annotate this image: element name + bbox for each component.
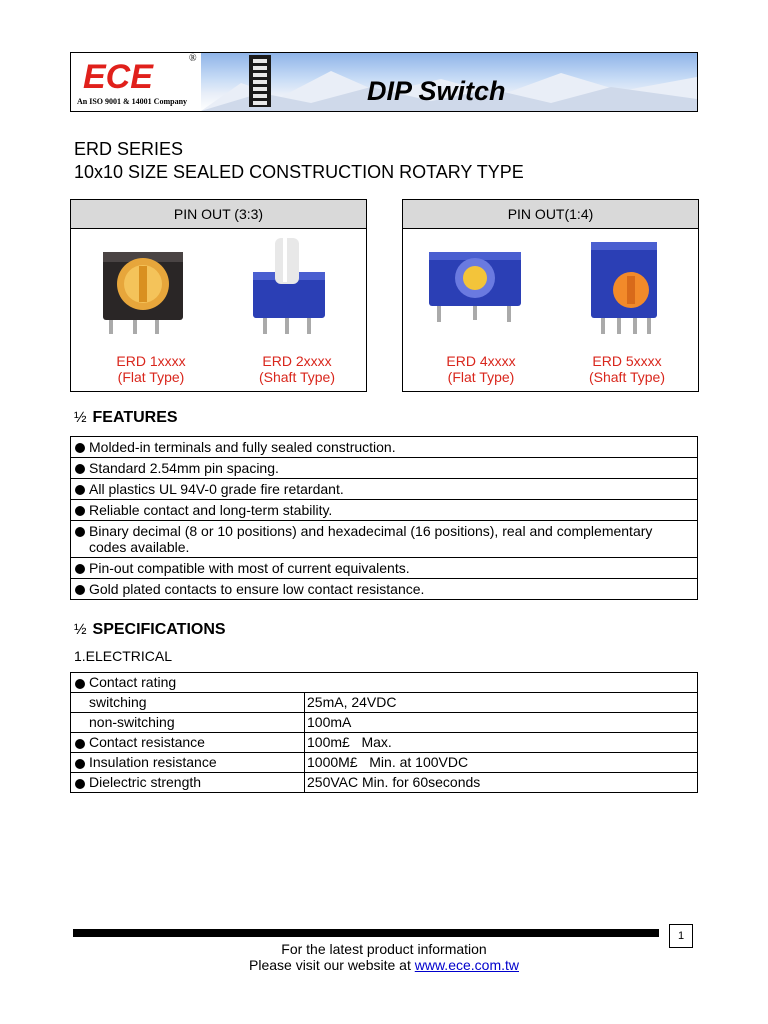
pinout-item-erd-5 [557,353,697,385]
feature-row [71,558,698,579]
bullet-icon [75,739,85,749]
bullet-icon [75,506,85,516]
spec-row [71,733,698,753]
type-label: (Flat Type) [447,369,515,385]
series-title [74,138,524,184]
feature-row [71,437,698,458]
pinout-header: PIN OUT (3:3) [71,200,366,229]
bullet-icon [75,527,85,537]
footer-line-2 [0,957,768,973]
section-marker: ½ [74,409,87,426]
model-label: ERD 4xxxx [446,353,516,369]
ece-logo [81,59,193,93]
spec-row [71,693,698,713]
bullet-icon [75,464,85,474]
header-banner [70,52,698,112]
spec-row [71,773,698,793]
feature-text: Binary decimal (8 or 10 positions) and hexadecimal (16 positions), real and complementary codes available. [89,523,653,555]
spec-row [71,753,698,773]
footer-line-1: For the latest product information [281,941,487,957]
features-heading [74,409,178,427]
spec-value: 100mA [305,713,698,733]
spec-label: non-switching [89,714,175,730]
model-label: ERD 5xxxx [592,353,662,369]
model-label: ERD 2xxxx [262,353,332,369]
pinout-box-3-3 [70,199,367,392]
feature-text: Gold plated contacts to ensure low contact resistance. [89,581,425,597]
feature-row [71,479,698,500]
model-label: ERD 1xxxx [116,353,186,369]
feature-row [71,458,698,479]
feature-row [71,500,698,521]
features-table [70,436,698,600]
series-description: 10x10 SIZE SEALED CONSTRUCTION ROTARY TYPE [74,162,524,182]
erd-2-shaft-switch-image [247,236,331,336]
type-label: (Shaft Type) [258,369,335,385]
dip-switch-image [249,55,271,107]
bullet-icon [75,679,85,689]
series-name: ERD SERIES [74,139,184,159]
pinout-item-erd-1 [81,353,221,385]
electrical-subheading: 1.ELECTRICAL [74,648,173,664]
footer-rule [73,929,659,937]
erd-4-flat-switch-image [425,244,525,324]
bullet-icon [75,759,85,769]
bullet-icon [75,779,85,789]
logo-area [71,53,201,111]
spec-label: Contact rating [89,674,177,690]
feature-text: Pin-out compatible with most of current equivalents. [89,560,410,576]
bullet-icon [75,564,85,574]
pinout-box-1-4 [402,199,699,392]
erd-1-flat-switch-image [99,244,187,336]
iso-text: An ISO 9001 & 14001 Company [77,97,188,106]
type-label: (Shaft Type) [588,369,665,385]
registered-mark: ® [189,53,197,64]
feature-text: Molded-in terminals and fully sealed construction. [89,439,396,455]
feature-text: All plastics UL 94V-0 grade fire retardant. [89,481,344,497]
feature-row [71,579,698,600]
spec-row [71,713,698,733]
page-number: 1 [669,924,693,948]
spec-label: Dielectric strength [89,774,202,790]
spec-row [71,673,698,693]
pinout-header: PIN OUT(1:4) [403,200,698,229]
bullet-icon [75,485,85,495]
specifications-table [70,672,698,793]
spec-value: 1000M£ Min. at 100VDC [305,753,698,773]
feature-text: Standard 2.54mm pin spacing. [89,460,279,476]
section-marker: ½ [74,621,87,638]
type-label: (Flat Type) [117,369,185,385]
website-link[interactable]: www.ece.com.tw [414,957,519,973]
spec-label: Insulation resistance [89,754,217,770]
feature-row [71,521,698,558]
pinout-item-erd-2 [227,353,367,385]
spec-value: 100m£ Max. [305,733,698,753]
pinout-item-erd-4 [411,353,551,385]
bullet-icon [75,585,85,595]
specifications-title: SPECIFICATIONS [92,621,226,638]
spec-label: switching [89,694,147,710]
logo-text: ECE [83,59,153,93]
specifications-heading [74,621,226,639]
feature-text: Reliable contact and long-term stability. [89,502,333,518]
erd-5-shaft-switch-image [587,236,663,336]
features-title: FEATURES [92,409,178,426]
spec-value: 25mA, 24VDC [305,693,698,713]
bullet-icon [75,443,85,453]
spec-label: Contact resistance [89,734,205,750]
footer-prefix: Please visit our website at [249,957,415,973]
page-title: DIP Switch [367,76,506,106]
spec-value: 250VAC Min. for 60seconds [305,773,698,793]
